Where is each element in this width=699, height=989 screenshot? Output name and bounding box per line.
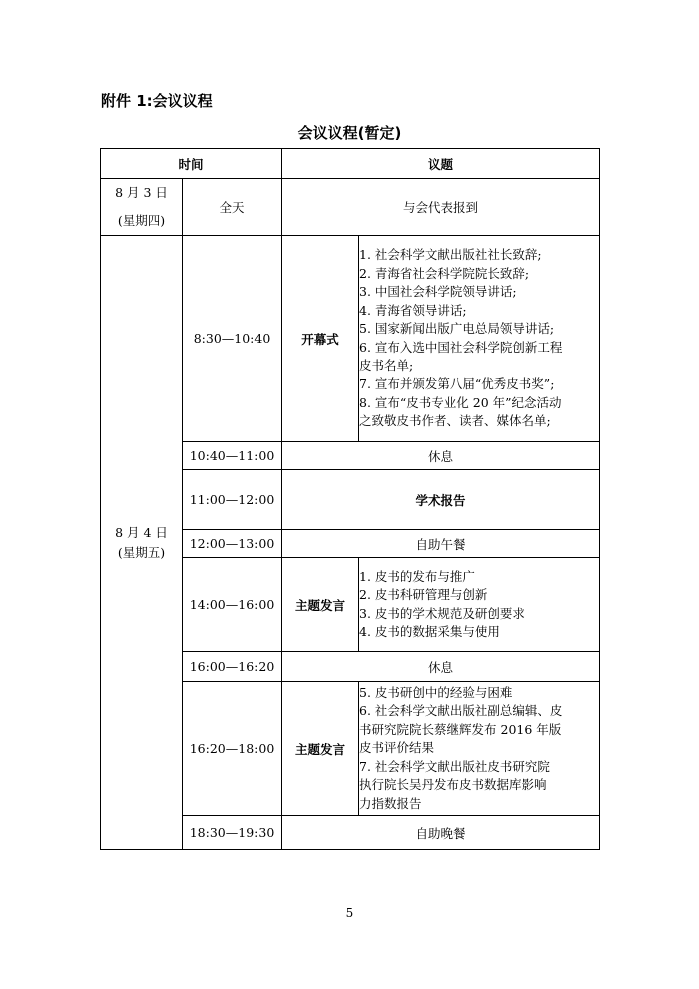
session-items	[359, 236, 600, 442]
day1-date: 8 月 3 日	[115, 185, 168, 200]
session-label: 主题发言	[282, 682, 359, 816]
session-time: 10:40—11:00	[183, 442, 282, 470]
session-items	[359, 558, 600, 652]
day2-date: 8 月 4 日	[115, 524, 168, 540]
list-item: 力指数报告	[359, 795, 422, 811]
session-time: 16:00—16:20	[183, 652, 282, 682]
list-item: 皮书评价结果	[359, 740, 435, 756]
session-label: 主题发言	[282, 558, 359, 652]
session-time: 18:30—19:30	[183, 816, 282, 850]
agenda-table	[100, 148, 600, 850]
list-item: 5. 国家新闻出版广电总局领导讲话;	[359, 321, 555, 337]
session-topic: 学术报告	[282, 470, 600, 530]
session-time: 14:00—16:00	[183, 558, 282, 652]
day1-date-cell	[101, 179, 183, 236]
list-item: 执行院长吴丹发布皮书数据库影响	[359, 777, 547, 793]
day2-weekday: (星期五)	[117, 544, 166, 560]
day1-time: 全天	[183, 179, 282, 236]
header-row	[101, 149, 600, 179]
list-item: 6. 社会科学文献出版社副总编辑、皮	[359, 703, 563, 719]
day2-date-cell	[101, 236, 183, 850]
header-time: 时间	[101, 149, 282, 179]
page-number: 5	[345, 906, 354, 920]
table-row	[101, 179, 600, 236]
list-item: 2. 皮书科研管理与创新	[359, 587, 488, 603]
list-item: 3. 皮书的学术规范及研创要求	[359, 605, 525, 621]
agenda-title: 会议议程(暂定)	[297, 124, 402, 142]
session-topic: 自助晚餐	[282, 816, 600, 850]
session-time: 8:30—10:40	[183, 236, 282, 442]
session-topic: 自助午餐	[282, 530, 600, 558]
table-row	[101, 236, 600, 442]
list-item: 皮书名单;	[359, 357, 414, 373]
list-item: 7. 宣布并颁发第八届“优秀皮书奖”;	[359, 376, 555, 392]
list-item: 1. 皮书的发布与推广	[359, 568, 475, 584]
list-item: 5. 皮书研创中的经验与困难	[359, 685, 513, 701]
session-time: 12:00—13:00	[183, 530, 282, 558]
list-item: 6. 宣布入选中国社会科学院创新工程	[359, 339, 563, 355]
list-item: 2. 青海省社会科学院院长致辞;	[359, 265, 530, 281]
list-item: 之致敬皮书作者、读者、媒体名单;	[359, 413, 551, 429]
session-label: 开幕式	[282, 236, 359, 442]
session-topic: 休息	[282, 652, 600, 682]
day1-weekday: (星期四)	[117, 213, 166, 228]
session-items	[359, 682, 600, 816]
session-time: 16:20—18:00	[183, 682, 282, 816]
list-item: 7. 社会科学文献出版社皮书研究院	[359, 758, 550, 774]
list-item: 4. 皮书的数据采集与使用	[359, 623, 500, 639]
list-item: 3. 中国社会科学院领导讲话;	[359, 284, 517, 300]
attachment-title: 附件 1:会议议程	[101, 92, 213, 110]
day1-topic: 与会代表报到	[282, 179, 600, 236]
list-item: 4. 青海省领导讲话;	[359, 302, 467, 318]
list-item: 8. 宣布“皮书专业化 20 年”纪念活动	[359, 394, 562, 410]
session-time: 11:00—12:00	[183, 470, 282, 530]
list-item: 书研究院院长蔡继辉发布 2016 年版	[359, 721, 562, 737]
list-item: 1. 社会科学文献出版社社长致辞;	[359, 247, 542, 263]
header-topic: 议题	[282, 149, 600, 179]
session-topic: 休息	[282, 442, 600, 470]
